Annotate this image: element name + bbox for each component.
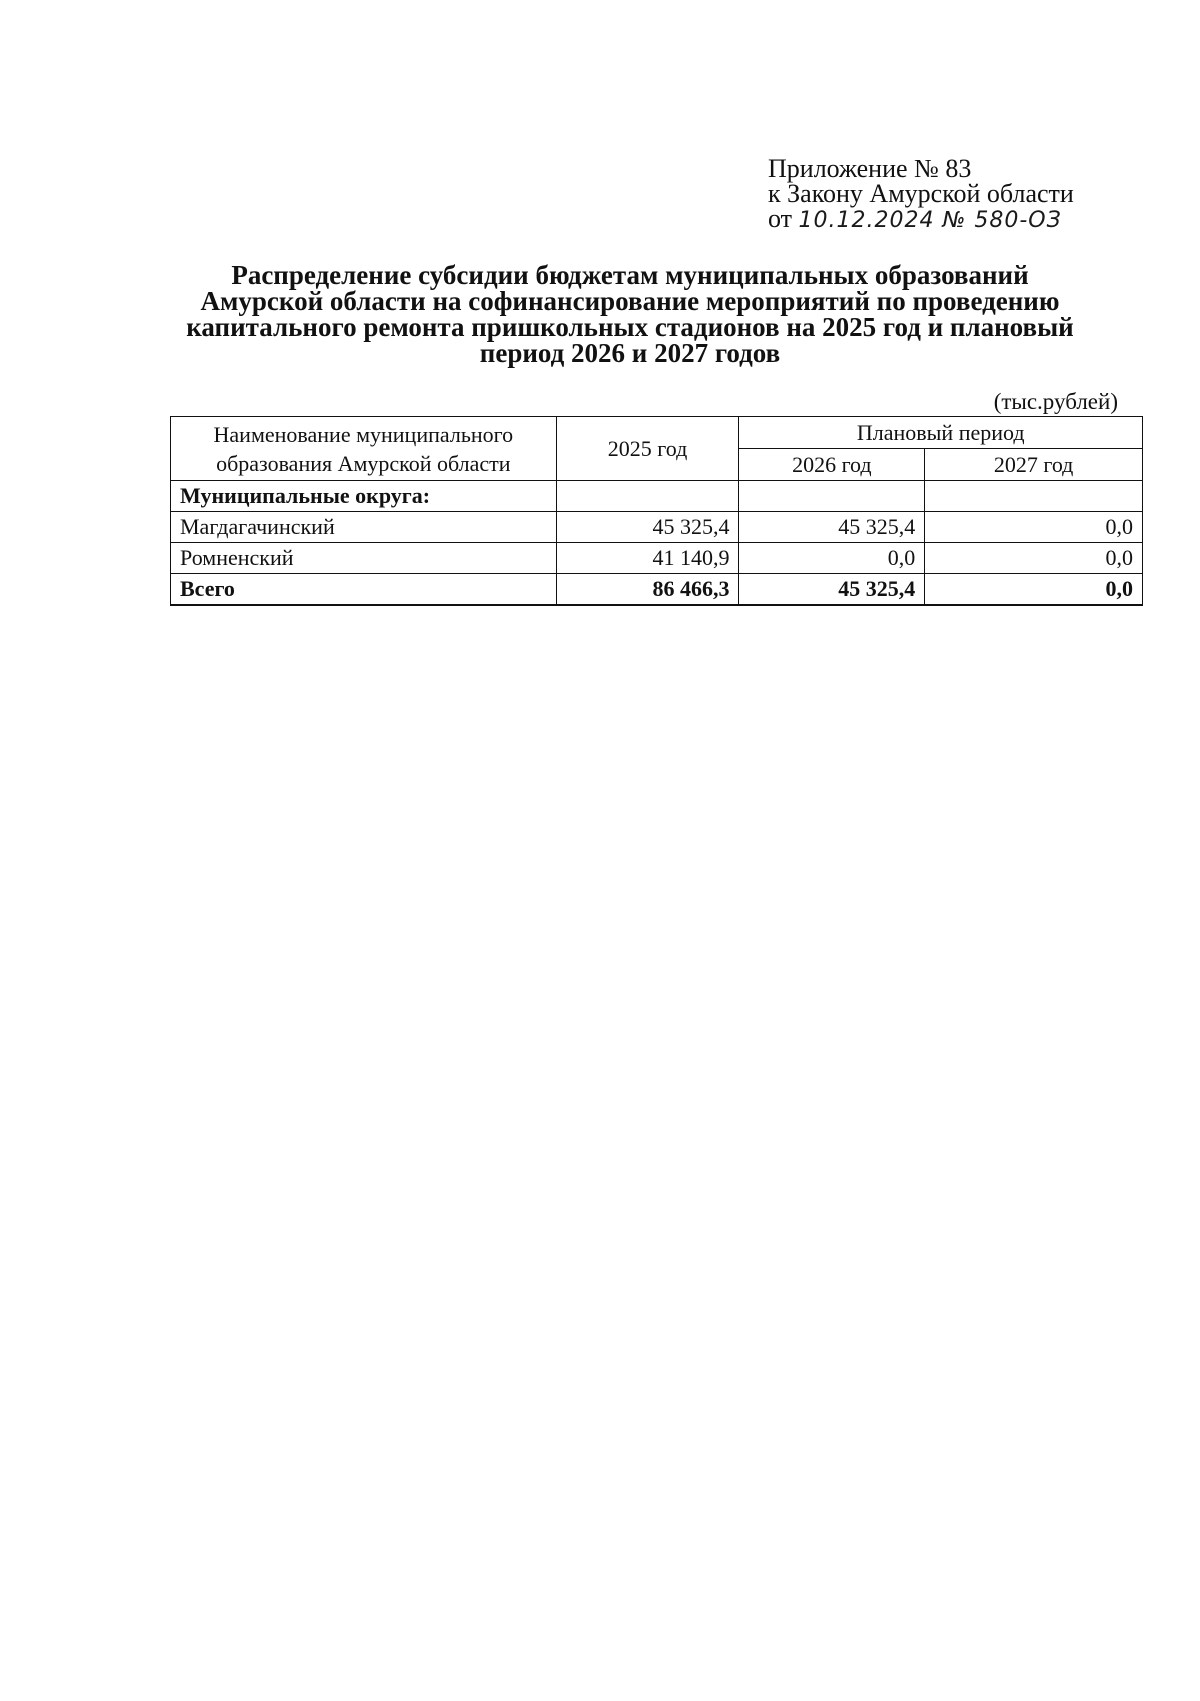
- appendix-number: Приложение № 83: [768, 154, 972, 183]
- empty-cell: [925, 481, 1143, 512]
- empty-cell: [556, 481, 739, 512]
- title-line-4: период 2026 и 2027 годов: [479, 338, 781, 368]
- municipality-name: Магдагачинский: [171, 512, 557, 543]
- units-label: (тыс.рублей): [993, 389, 1118, 414]
- value-2027: 0,0: [925, 512, 1143, 543]
- total-2025: 86 466,3: [556, 574, 739, 605]
- header-year-2027: 2027 год: [925, 449, 1143, 481]
- subsidy-table: [170, 416, 1143, 606]
- empty-cell: [739, 481, 925, 512]
- title-line-2: Амурской области на софинансирование мероприятий по проведению: [200, 286, 1060, 316]
- table-total-row: [171, 574, 1143, 605]
- value-2026: 45 325,4: [739, 512, 925, 543]
- document-title: [150, 262, 1110, 366]
- header-year-2026: 2026 год: [739, 449, 925, 481]
- title-line-3: капитального ремонта пришкольных стадионов на 2025 год и плановый: [186, 312, 1074, 342]
- table-section-row: [171, 481, 1143, 512]
- section-label: Муниципальные округа:: [171, 481, 557, 512]
- total-label: Всего: [171, 574, 557, 605]
- table-header-row: [171, 417, 1143, 449]
- total-2027: 0,0: [925, 574, 1143, 605]
- table-row: [171, 512, 1143, 543]
- header-municipality-name: Наименование муниципального образования Амурской области: [171, 417, 557, 481]
- total-2026: 45 325,4: [739, 574, 925, 605]
- value-2027: 0,0: [925, 543, 1143, 574]
- appendix-law-reference: к Закону Амурской области: [768, 179, 1074, 208]
- table-row: [171, 543, 1143, 574]
- title-line-1: Распределение субсидии бюджетам муниципальных образований: [231, 260, 1029, 290]
- handwritten-date-number: 10.12.2024 № 580-ОЗ: [798, 208, 1062, 233]
- value-2026: 0,0: [739, 543, 925, 574]
- municipality-name: Ромненский: [171, 543, 557, 574]
- header-year-2025: 2025 год: [556, 417, 739, 481]
- value-2025: 41 140,9: [556, 543, 739, 574]
- appendix-header: [768, 156, 1074, 233]
- appendix-date-prefix: от: [768, 204, 793, 233]
- appendix-date-line: [768, 206, 1074, 233]
- header-planned-period: Плановый период: [739, 417, 1143, 449]
- value-2025: 45 325,4: [556, 512, 739, 543]
